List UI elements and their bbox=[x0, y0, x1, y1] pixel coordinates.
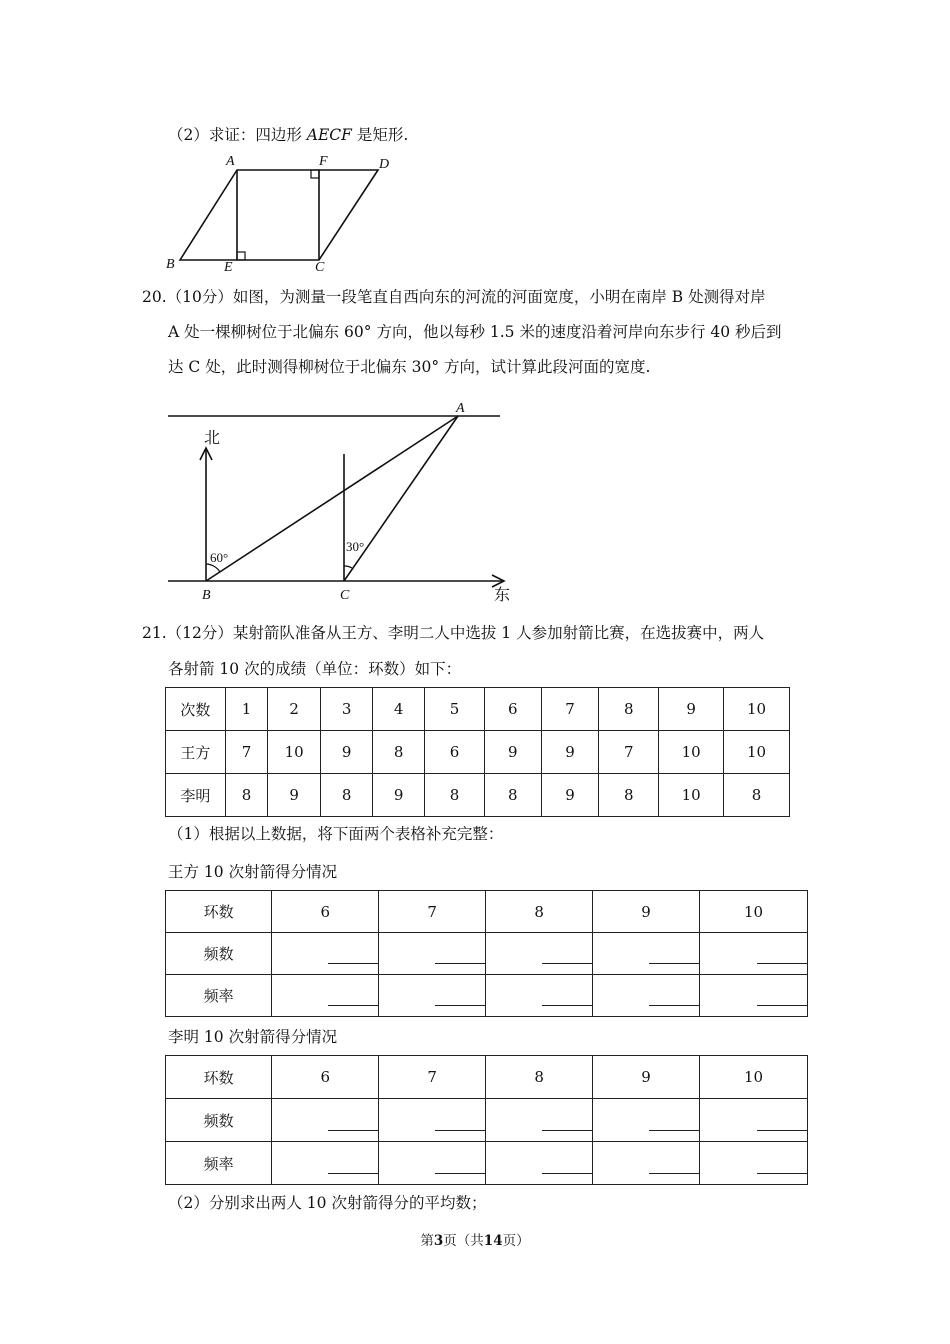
q21-part2: （2）分别求出两人 10 次射箭得分的平均数； bbox=[168, 1194, 487, 1212]
table-cell: 9 bbox=[321, 731, 373, 774]
answer-blank[interactable] bbox=[379, 1142, 486, 1185]
header-cell: 9 bbox=[593, 1056, 700, 1099]
header-cell: 7 bbox=[379, 891, 486, 933]
answer-blank[interactable] bbox=[593, 1142, 700, 1185]
label-f: F bbox=[319, 154, 328, 169]
page-footer: 第3页（共14页） bbox=[420, 1233, 530, 1249]
answer-blank[interactable] bbox=[700, 1142, 808, 1185]
q21-line2: 各射箭 10 次的成绩（单位：环数）如下： bbox=[168, 660, 462, 678]
answer-blank[interactable] bbox=[379, 975, 486, 1017]
score-table bbox=[165, 687, 790, 817]
answer-blank[interactable] bbox=[272, 1142, 379, 1185]
table-cell: 9 bbox=[541, 774, 599, 817]
row-label: 频率 bbox=[166, 975, 272, 1017]
answer-blank[interactable] bbox=[379, 933, 486, 975]
answer-blank[interactable] bbox=[272, 975, 379, 1017]
q21-line1: 21.（12分）某射箭队准备从王方、李明二人中选拔 1 人参加射箭比赛，在选拔赛中，两人 bbox=[142, 624, 765, 642]
table-cell: 8 bbox=[599, 774, 659, 817]
answer-blank[interactable] bbox=[593, 933, 700, 975]
header-cell: 4 bbox=[373, 688, 425, 731]
table-cell: 6 bbox=[425, 731, 485, 774]
table-cell: 8 bbox=[225, 774, 267, 817]
answer-blank[interactable] bbox=[593, 975, 700, 1017]
angle-b-label: 60° bbox=[210, 550, 229, 565]
q20-line3: 达 C 处，此时测得柳树位于北偏东 30° 方向，试计算此段河面的宽度. bbox=[168, 358, 651, 376]
q19-part2-text: （2）求证：四边形 AECF 是矩形. bbox=[168, 126, 409, 144]
answer-blank[interactable] bbox=[700, 933, 808, 975]
answer-blank[interactable] bbox=[486, 933, 593, 975]
answer-blank[interactable] bbox=[700, 1099, 808, 1142]
east-label: 东 bbox=[494, 587, 511, 604]
answer-blank[interactable] bbox=[700, 975, 808, 1017]
header-cell: 10 bbox=[700, 891, 808, 933]
angle-arc-b bbox=[206, 564, 220, 572]
table-cell: 10 bbox=[659, 774, 724, 817]
q20-line1: 20.（10分）如图，为测量一段笔直自西向东的河流的河面宽度，小明在南岸 B 处测得对岸 bbox=[142, 288, 766, 306]
label-b: B bbox=[166, 257, 175, 272]
table-cell: 8 bbox=[373, 731, 425, 774]
segment-ba bbox=[206, 416, 458, 581]
table-row bbox=[166, 731, 790, 774]
header-cell: 5 bbox=[425, 688, 485, 731]
answer-blank[interactable] bbox=[272, 933, 379, 975]
q21-part1: （1）根据以上数据，将下面两个表格补充完整： bbox=[168, 825, 504, 843]
label-c: C bbox=[315, 260, 325, 275]
river-diagram bbox=[160, 398, 520, 608]
header-cell: 7 bbox=[541, 688, 599, 731]
header-cell: 次数 bbox=[166, 688, 226, 731]
header-cell: 6 bbox=[272, 1056, 379, 1099]
table-cell: 王方 bbox=[166, 731, 226, 774]
answer-blank[interactable] bbox=[486, 975, 593, 1017]
table-row bbox=[166, 1056, 808, 1099]
table-row bbox=[166, 891, 808, 933]
table-cell: 9 bbox=[484, 731, 541, 774]
table-cell: 10 bbox=[659, 731, 724, 774]
table-cell: 8 bbox=[484, 774, 541, 817]
header-cell: 6 bbox=[272, 891, 379, 933]
answer-blank[interactable] bbox=[593, 1099, 700, 1142]
row-label: 频数 bbox=[166, 933, 272, 975]
table-row bbox=[166, 933, 808, 975]
table-cell: 10 bbox=[724, 731, 790, 774]
header-cell: 环数 bbox=[166, 1056, 272, 1099]
right-angle-f bbox=[311, 170, 319, 178]
table-row bbox=[166, 774, 790, 817]
table-cell: 李明 bbox=[166, 774, 226, 817]
header-cell: 6 bbox=[484, 688, 541, 731]
label-d: D bbox=[379, 157, 390, 172]
answer-blank[interactable] bbox=[486, 1099, 593, 1142]
north-label: 北 bbox=[204, 430, 221, 447]
table-cell: 9 bbox=[268, 774, 321, 817]
li-caption: 李明 10 次射箭得分情况 bbox=[168, 1028, 338, 1046]
score-table-header-row bbox=[166, 688, 790, 731]
angle-arc-c bbox=[344, 566, 352, 568]
header-cell: 8 bbox=[486, 1056, 593, 1099]
header-cell: 9 bbox=[659, 688, 724, 731]
table-row bbox=[166, 975, 808, 1017]
segment-ca bbox=[344, 416, 458, 581]
table-cell: 9 bbox=[541, 731, 599, 774]
parallelogram-figure bbox=[160, 150, 410, 275]
label-e: E bbox=[224, 260, 233, 275]
table-cell: 7 bbox=[599, 731, 659, 774]
li-frequency-table bbox=[165, 1055, 808, 1185]
header-cell: 9 bbox=[593, 891, 700, 933]
page-total: 14 bbox=[483, 1233, 503, 1249]
angle-c-label: 30° bbox=[346, 539, 365, 554]
row-label: 频率 bbox=[166, 1142, 272, 1185]
point-c-label: C bbox=[340, 588, 350, 603]
right-angle-e bbox=[237, 252, 245, 260]
table-cell: 8 bbox=[425, 774, 485, 817]
header-cell: 7 bbox=[379, 1056, 486, 1099]
header-cell: 2 bbox=[268, 688, 321, 731]
answer-blank[interactable] bbox=[486, 1142, 593, 1185]
header-cell: 3 bbox=[321, 688, 373, 731]
table-cell: 7 bbox=[225, 731, 267, 774]
header-cell: 10 bbox=[724, 688, 790, 731]
header-cell: 1 bbox=[225, 688, 267, 731]
header-cell: 8 bbox=[599, 688, 659, 731]
page-number: 3 bbox=[433, 1233, 444, 1249]
point-b-label: B bbox=[202, 588, 211, 603]
table-cell: 9 bbox=[373, 774, 425, 817]
header-cell: 环数 bbox=[166, 891, 272, 933]
point-a-label: A bbox=[456, 401, 465, 416]
header-cell: 10 bbox=[700, 1056, 808, 1099]
table-row bbox=[166, 1142, 808, 1185]
table-cell: 8 bbox=[724, 774, 790, 817]
wang-frequency-table bbox=[165, 890, 808, 1017]
table-cell: 8 bbox=[321, 774, 373, 817]
table-row bbox=[166, 1099, 808, 1142]
answer-blank[interactable] bbox=[379, 1099, 486, 1142]
table-cell: 10 bbox=[268, 731, 321, 774]
header-cell: 8 bbox=[486, 891, 593, 933]
answer-blank[interactable] bbox=[272, 1099, 379, 1142]
label-a: A bbox=[226, 154, 235, 169]
q20-line2: A 处一棵柳树位于北偏东 60° 方向，他以每秒 1.5 米的速度沿着河岸向东步行 40 秒后到 bbox=[168, 323, 782, 341]
row-label: 频数 bbox=[166, 1099, 272, 1142]
parallelogram-abcd bbox=[180, 170, 378, 260]
wang-caption: 王方 10 次射箭得分情况 bbox=[168, 863, 338, 881]
